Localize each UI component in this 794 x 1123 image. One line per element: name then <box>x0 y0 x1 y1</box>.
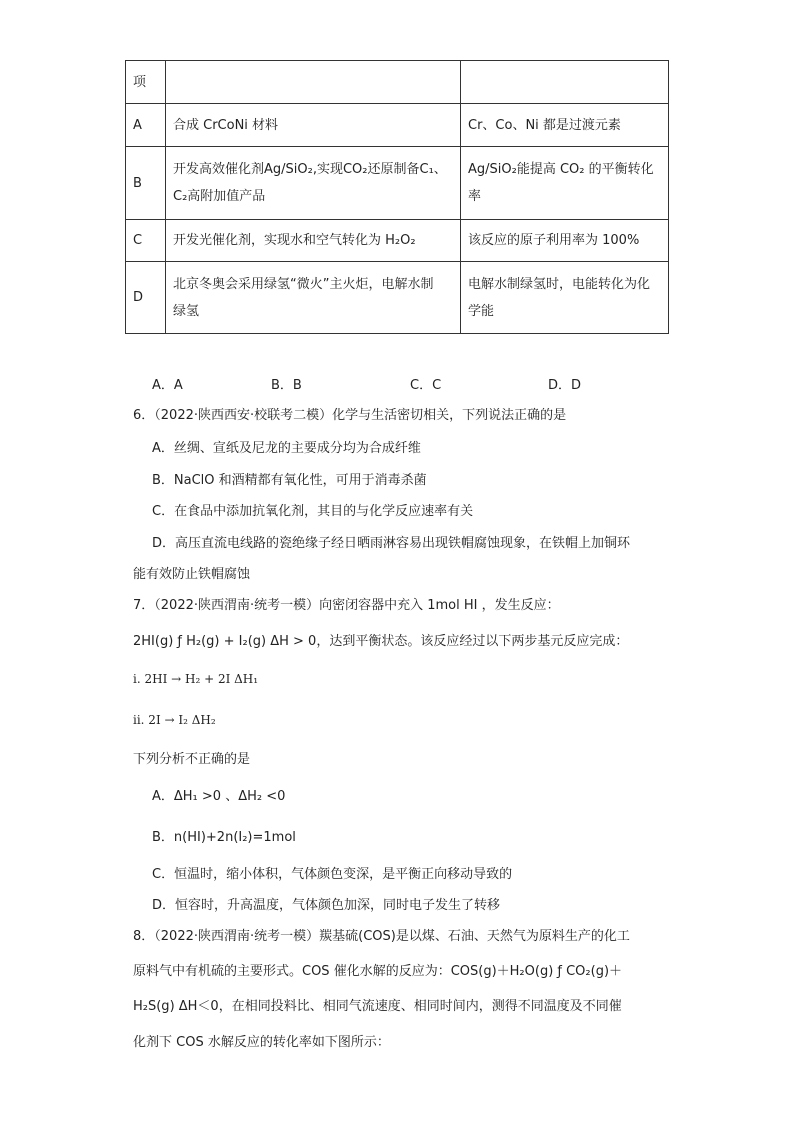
answer-choice-d: D．D <box>548 378 582 393</box>
row-right-text: Cr、Co、Ni 都是过渡元素 <box>461 104 669 147</box>
row-left-line: 绿氢 <box>173 303 200 319</box>
question-7-step-1: i. 2HI → H₂ + 2I ΔH₁ <box>133 672 259 686</box>
question-6-option-b: B．NaClO 和酒精都有氧化性，可用于消毒杀菌 <box>152 473 427 488</box>
row-right-line: 电解水制绿氢时，电能转化为化 <box>468 276 651 292</box>
row-key: C <box>126 220 166 262</box>
table-cell <box>461 61 669 104</box>
question-7-stem: 7．（2022·陕西渭南·统考一模）向密闭容器中充入 1mol HI ，发生反应： <box>133 598 560 613</box>
row-right-text: 该反应的原子利用率为 100% <box>461 220 669 262</box>
row-left-line: 开发高效催化剂Ag/SiO₂,实现CO₂还原制备C₁、 <box>173 162 447 177</box>
row-left-line: 北京冬奥会采用绿氢“微火”主火炬，电解水制 <box>173 276 434 292</box>
table-row-b <box>126 147 669 220</box>
question-7-option-d: D．恒容时，升高温度，气体颜色加深，同时电子发生了转移 <box>152 898 501 913</box>
row-key: D <box>126 262 166 334</box>
question-7-option-c: C．恒温时，缩小体积，气体颜色变深，是平衡正向移动导致的 <box>152 867 513 882</box>
question-7-equation: 2HI(g) ƒ H₂(g) + I₂(g) ΔH > 0，达到平衡状态。该反应经过以下两步基元反应完成： <box>133 634 629 649</box>
table-row-d <box>126 262 669 334</box>
question-8-line-2: 原料气中有机硫的主要形式。COS 催化水解的反应为：COS(g)＋H₂O(g) ƒ CO₂(g)＋ <box>133 964 623 979</box>
row-right-line: 学能 <box>468 303 495 319</box>
row-left-line: C₂高附加值产品 <box>173 189 266 204</box>
question-8-line-3: H₂S(g) ΔH＜0，在相同投料比、相同气流速度、相同时间内，测得不同温度及不同催 <box>133 999 622 1014</box>
row-key: B <box>126 147 166 220</box>
row-left-text: 开发光催化剂，实现水和空气转化为 H₂O₂ <box>166 220 461 262</box>
question-6-stem: 6．（2022·陕西西安·校联考二模）化学与生活密切相关，下列说法正确的是 <box>133 408 567 423</box>
row-right-line: 率 <box>468 189 482 204</box>
question-8-line-1: 8．（2022·陕西渭南·统考一模）羰基硫(COS)是以煤、石油、天然气为原料生产的化工 <box>133 929 630 944</box>
table-header-row <box>126 61 669 104</box>
question-8-line-4: 化剂下 COS 水解反应的转化率如下图所示： <box>133 1035 390 1050</box>
row-left-text <box>166 147 461 220</box>
row-left-text <box>166 262 461 334</box>
table-cell <box>166 61 461 104</box>
row-right-line: Ag/SiO₂能提高 CO₂ 的平衡转化 <box>468 162 654 177</box>
answer-choice-a: A．A <box>152 378 183 393</box>
table-header-label: 项 <box>126 61 166 104</box>
question-6-option-d: D．高压直流电线路的瓷绝缘子经日晒雨淋容易出现铁帽腐蚀现象，在铁帽上加铜环 <box>152 536 631 551</box>
options-table <box>125 60 669 334</box>
question-6-option-d-cont: 能有效防止铁帽腐蚀 <box>133 567 251 582</box>
question-7-option-b: B．n(HI)+2n(I₂)=1mol <box>152 830 296 845</box>
answer-choice-b: B．B <box>271 378 302 393</box>
table-row-c <box>126 220 669 262</box>
question-6-option-a: A．丝绸、宣纸及尼龙的主要成分均为合成纤维 <box>152 441 421 456</box>
answer-choice-c: C．C <box>410 378 442 393</box>
question-7-ask: 下列分析不正确的是 <box>133 752 251 767</box>
row-left-text: 合成 CrCoNi 材料 <box>166 104 461 147</box>
question-7-step-2: ii. 2I → I₂ ΔH₂ <box>133 713 216 727</box>
question-7-option-a: A．ΔH₁ >0 、ΔH₂ <0 <box>152 789 286 804</box>
question-6-option-c: C．在食品中添加抗氧化剂，其目的与化学反应速率有关 <box>152 504 474 519</box>
row-key: A <box>126 104 166 147</box>
row-right-text <box>461 262 669 334</box>
row-right-text <box>461 147 669 220</box>
table-row-a <box>126 104 669 147</box>
